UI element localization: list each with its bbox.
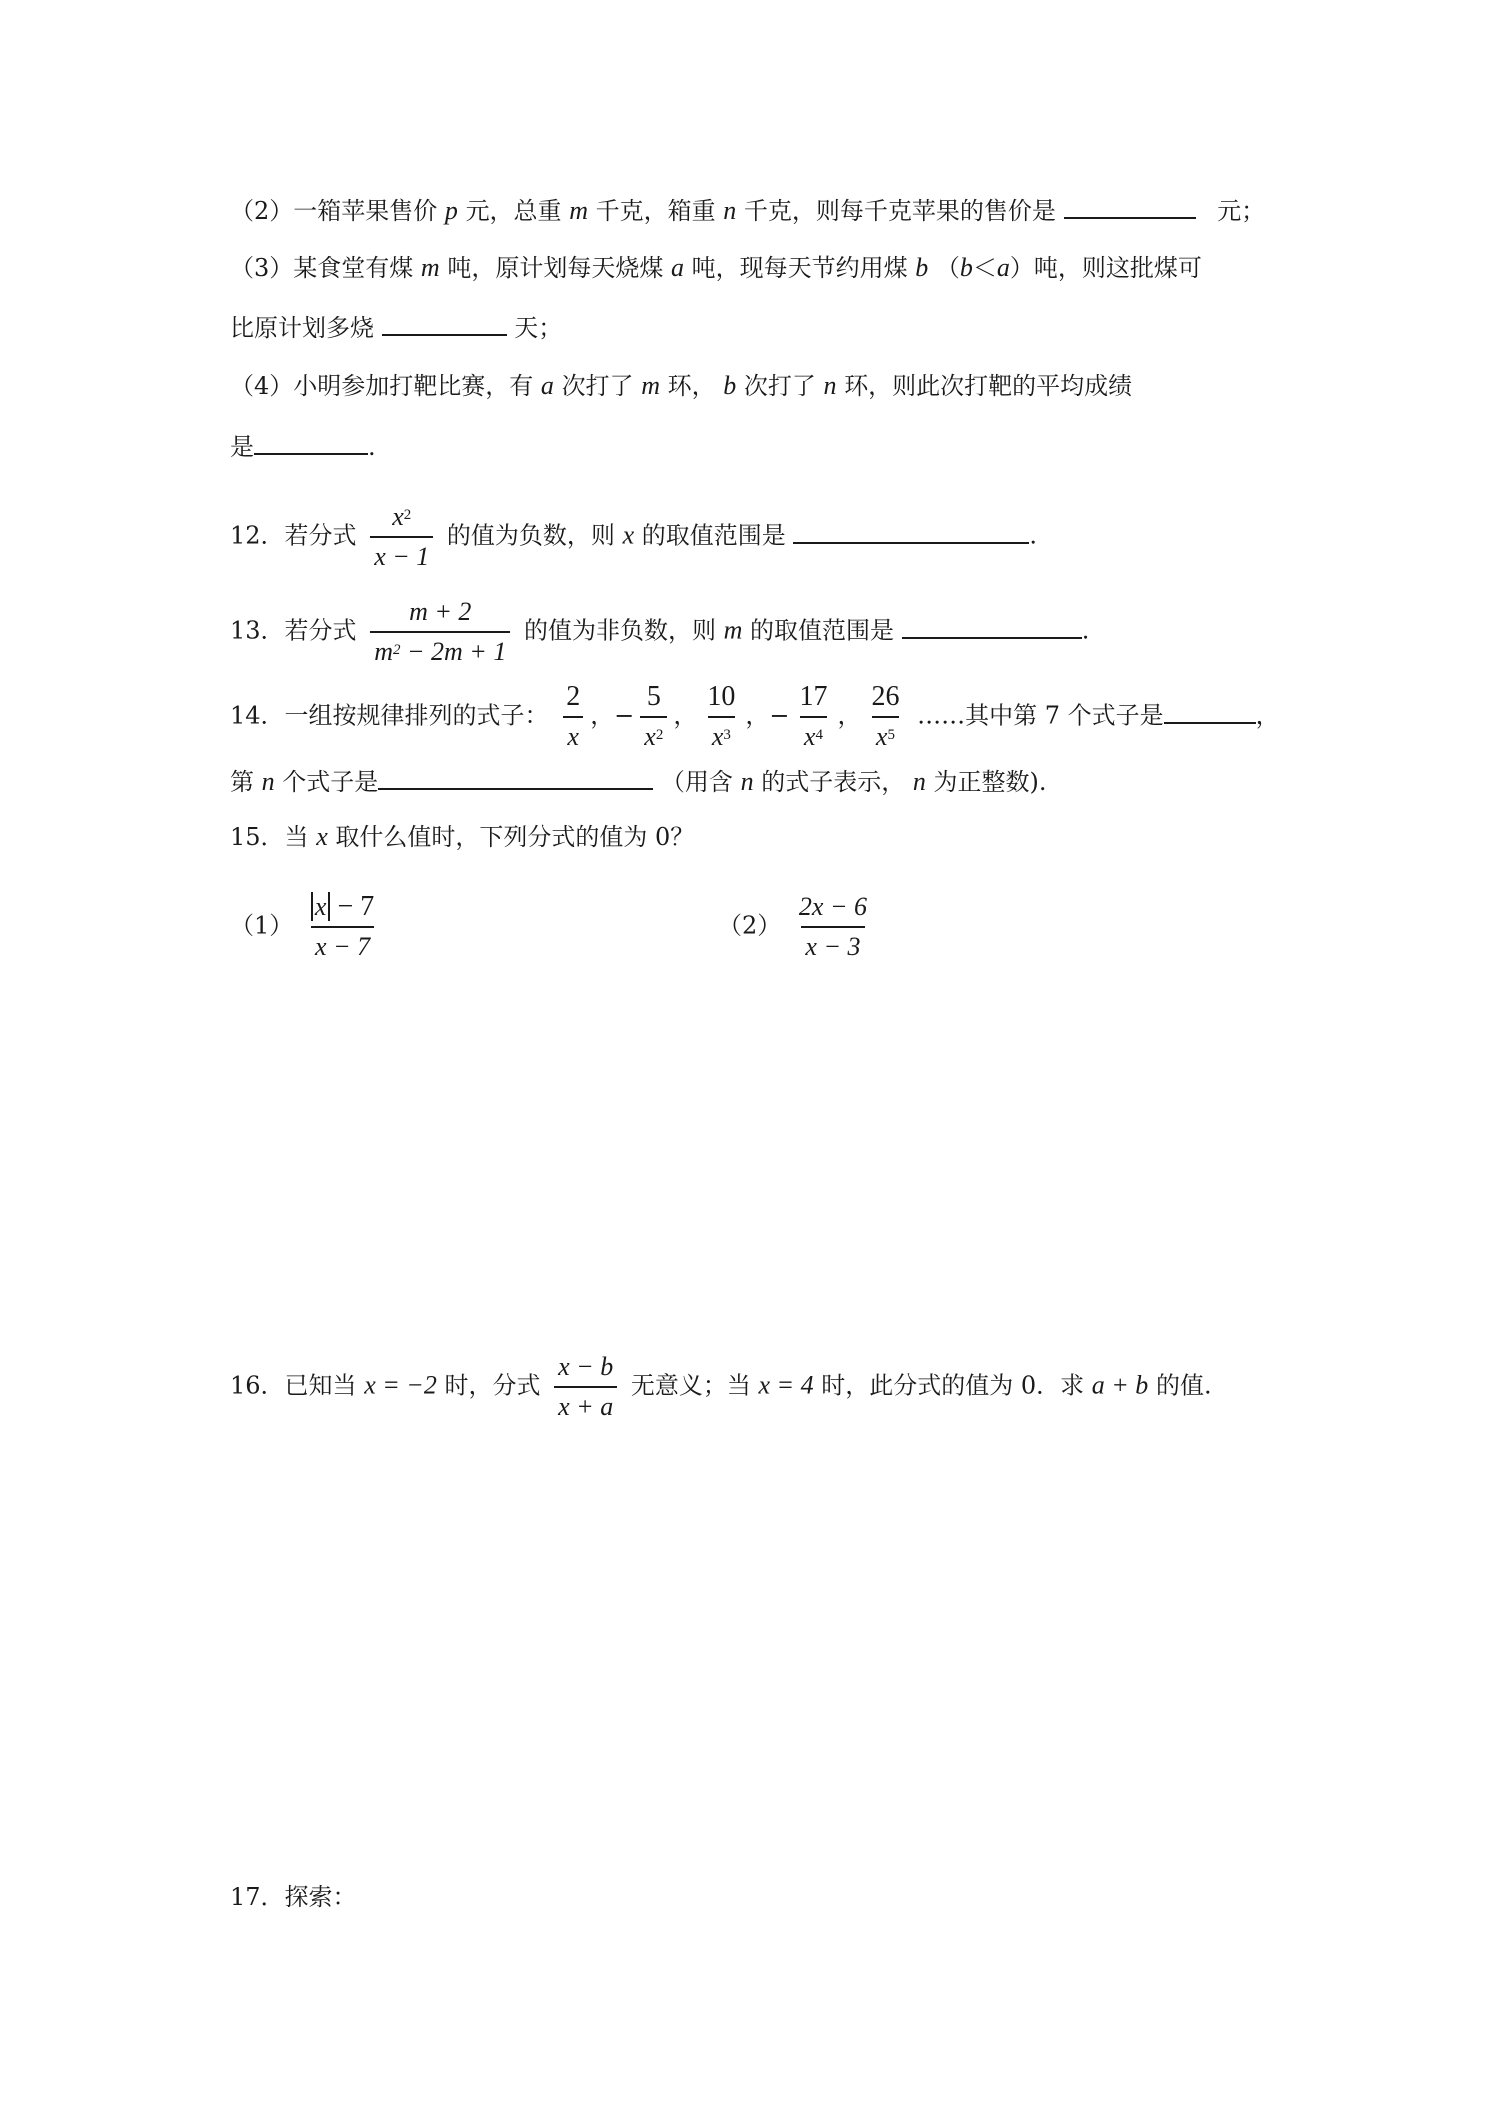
text: 的值为非负数，则: [523, 616, 716, 645]
text: ，: [1255, 701, 1280, 730]
var-n: n: [261, 767, 275, 796]
text: （2）一箱苹果售价: [230, 197, 438, 225]
numerator: 10: [707, 681, 736, 712]
text: 时，此分式的值为 0．求: [821, 1371, 1085, 1400]
problem-15-2: [718, 890, 877, 964]
text: 千克，箱重: [595, 197, 716, 225]
var-a: a: [540, 371, 554, 400]
superscript: 2: [655, 727, 664, 743]
text: 的值.: [1155, 1371, 1212, 1400]
denominator: x + a: [554, 1386, 617, 1424]
answer-blank: [902, 613, 1082, 639]
denominator: x − 3: [801, 926, 864, 964]
math-expr: x = 4: [758, 1370, 814, 1400]
fraction: [370, 500, 433, 574]
text: 16．已知当: [230, 1371, 357, 1400]
text: 13．若分式: [230, 616, 357, 645]
superscript: 4: [815, 727, 823, 743]
numerator: − 7: [330, 891, 375, 922]
text: 吨，原计划每天烧煤: [447, 254, 664, 282]
var-m: m: [723, 615, 743, 645]
text: 元，总重: [465, 197, 562, 225]
var-b: b: [959, 253, 973, 282]
text: （2）: [718, 911, 782, 940]
text: 是: [230, 433, 254, 461]
fraction: [562, 680, 584, 754]
superscript: 3: [723, 727, 731, 743]
var-b: b: [915, 253, 929, 282]
numerator: x: [392, 502, 404, 531]
text: 12．若分式: [230, 521, 357, 550]
math-expr: a + b: [1091, 1370, 1149, 1400]
problem-11-4: [230, 369, 1132, 403]
text: 环，则此次打靶的平均成绩: [844, 372, 1133, 400]
text: 的式子表示，: [761, 768, 906, 796]
problem-14-cont: [230, 764, 1046, 799]
text: 为正整数).: [933, 768, 1047, 796]
denominator: x: [563, 716, 583, 754]
text: 次打了: [561, 372, 634, 400]
var-n: n: [912, 767, 926, 796]
fraction: [370, 595, 510, 669]
text: （3）某食堂有煤: [230, 254, 414, 282]
denominator: − 2m + 1: [400, 637, 507, 666]
text: （1）: [230, 911, 294, 940]
problem-11-3: [230, 251, 1202, 285]
superscript: 2: [403, 507, 412, 523]
problem-11-3-cont: [230, 310, 562, 345]
fraction: [795, 680, 831, 754]
var-b: b: [723, 371, 737, 400]
denominator: x − 1: [370, 536, 433, 574]
text: ……其中第 7 个式子是: [917, 701, 1164, 730]
text: ＜: [972, 254, 997, 282]
text: 的值为负数，则: [446, 521, 615, 550]
var-n: n: [723, 196, 737, 225]
text: .: [1081, 616, 1090, 645]
text: 元；: [1217, 197, 1266, 225]
denominator: x: [875, 722, 888, 751]
numerator: x − b: [558, 1352, 614, 1381]
var-a: a: [996, 253, 1010, 282]
var-x: x: [622, 520, 635, 550]
text: ，: [673, 701, 698, 730]
problem-11-2: [230, 193, 1265, 228]
text: 次打了: [743, 372, 816, 400]
text: 天；: [514, 314, 563, 342]
denominator: x: [803, 722, 816, 751]
text: 千克，则每千克苹果的售价是: [743, 197, 1056, 225]
text: ）吨，则这批煤可: [1009, 254, 1202, 282]
problem-13: [230, 595, 1089, 669]
fraction: [703, 680, 739, 754]
text: 15．当: [230, 823, 309, 851]
text: （: [935, 254, 960, 282]
numerator: 2: [566, 681, 581, 712]
text: 比原计划多烧: [230, 314, 374, 342]
text: （用含: [660, 768, 733, 796]
text: ，−: [590, 701, 635, 730]
problem-16: [230, 1350, 1212, 1424]
var-n: n: [823, 371, 837, 400]
problem-17: [230, 1880, 357, 1914]
superscript: 2: [392, 642, 401, 658]
text: 无意义；当: [630, 1371, 751, 1400]
fraction: [795, 890, 871, 964]
math-expr: x = −2: [364, 1370, 437, 1400]
fraction: [640, 680, 667, 754]
text: .: [368, 433, 376, 461]
numerator: 2x − 6: [798, 892, 868, 921]
numerator: 26: [871, 681, 900, 712]
problem-15: [230, 820, 694, 854]
text: （4）小明参加打靶比赛，有: [230, 372, 534, 400]
text: 的取值范围是: [750, 616, 895, 645]
var-x: x: [316, 822, 328, 851]
var-a: a: [670, 253, 684, 282]
text: 第: [230, 768, 254, 796]
superscript: 5: [887, 727, 895, 743]
fraction: [867, 680, 903, 754]
text: 个式子是: [282, 768, 379, 796]
text: 17．探索：: [230, 1883, 357, 1911]
problem-15-1: [230, 890, 384, 964]
denominator: x − 7: [311, 926, 374, 964]
numerator: 17: [799, 681, 828, 712]
var-m: m: [641, 371, 660, 400]
text: .: [1029, 521, 1038, 550]
answer-blank: [382, 310, 507, 336]
answer-blank: [1164, 698, 1256, 724]
fraction: [307, 890, 378, 964]
denominator: x: [711, 722, 724, 751]
denominator: x: [644, 722, 656, 751]
text: 取什么值时，下列分式的值为 0？: [335, 823, 695, 851]
numerator: 5: [646, 681, 661, 712]
answer-blank: [1064, 193, 1196, 219]
answer-blank: [254, 429, 368, 455]
fraction: [554, 1350, 617, 1424]
text: 环，: [667, 372, 716, 400]
answer-blank: [793, 518, 1029, 544]
var-m: m: [569, 196, 588, 225]
numerator: m + 2: [409, 597, 472, 626]
text: 时，分式: [444, 1371, 541, 1400]
var-n: n: [740, 767, 754, 796]
text: 吨，现每天节约用煤: [691, 254, 908, 282]
var-p: p: [444, 196, 458, 225]
denominator: m: [374, 637, 393, 666]
problem-11-4-cont: [230, 429, 376, 464]
answer-blank: [378, 764, 653, 790]
abs-value: x: [311, 892, 331, 921]
problem-14: [230, 680, 1280, 754]
text: 的取值范围是: [641, 521, 786, 550]
text: 14．一组按规律排列的式子：: [230, 701, 549, 730]
var-m: m: [420, 253, 440, 282]
problem-12: [230, 500, 1037, 574]
text: ，−: [745, 701, 790, 730]
text: ，: [837, 701, 862, 730]
